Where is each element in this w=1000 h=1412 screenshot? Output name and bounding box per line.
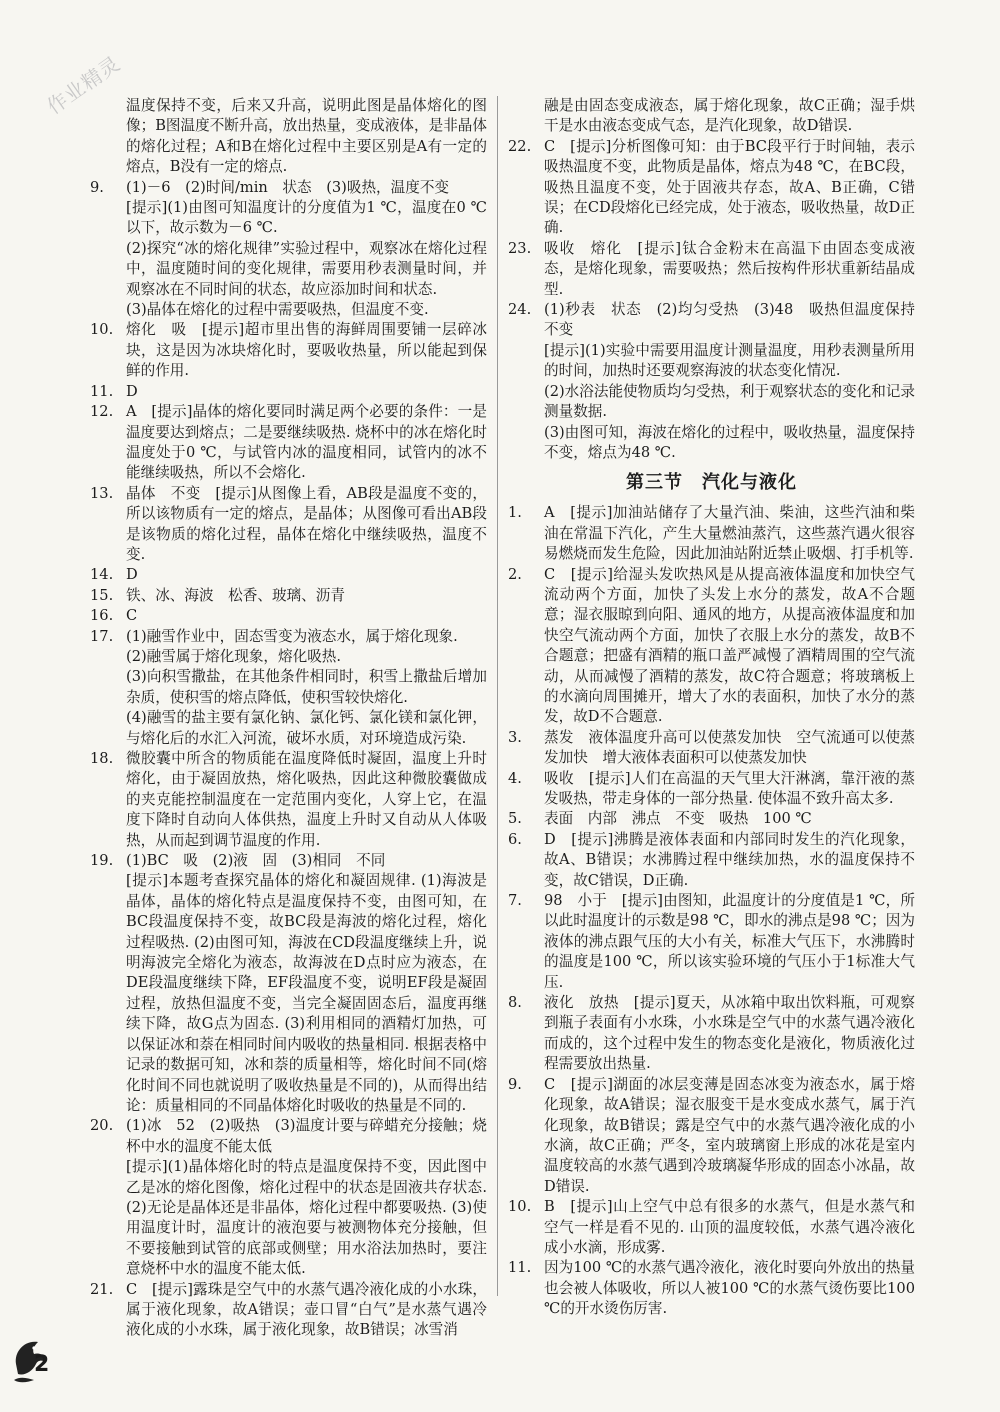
watermark: 作业精灵	[42, 51, 125, 119]
answer-entry	[508, 1197, 915, 1258]
right-column-bottom	[508, 503, 915, 1319]
answer-entry	[508, 1258, 915, 1319]
question-number: 9.	[508, 1075, 522, 1093]
answer-entry	[90, 627, 487, 647]
answer-entry	[90, 749, 487, 851]
answer-entry	[90, 484, 487, 566]
question-number: 16.	[90, 607, 114, 625]
answer-text: C [提示]湖面的冰层变薄是固态冰变为液态水，属于熔化现象，故A错误；湿衣服变干是水变成水蒸气，属于汽化现象，故B错误；露是空气中的水蒸气遇冷液化成的小水滴，故C正确；严冬，室内玻璃窗上形成的冰花是室内温度较高的水蒸气遇到冷玻璃凝华形成的固态小冰晶，故D错误.	[544, 1075, 915, 1195]
answer-text: [提示](1)晶体熔化时的特点是温度保持不变，因此图中乙是冰的熔化图像，熔化过程中的状态是固液共存状态. (2)无论是晶体还是非晶体，熔化过程中都要吸热. (3)使用温度计时，温度计的液泡要与被测物体充分接触，但不要接触到试管的底部或侧壁；用水浴法加热时，要注意烧杯中水的温度不能太低.	[126, 1158, 487, 1278]
answer-entry	[508, 809, 915, 829]
answer-entry	[90, 300, 487, 320]
answer-text: (2)水浴法能使物质均匀受热，利于观察状态的变化和记录测量数据.	[544, 382, 915, 421]
answer-entry	[90, 871, 487, 1116]
answer-text: 吸收 熔化 [提示]钛合金粉末在高温下由固态变成液态，是熔化现象，需要吸热；然后按构件形状重新结晶成型.	[544, 239, 915, 298]
question-number: 11.	[508, 1259, 532, 1277]
answer-text: (1)融雪作业中，固态雪变为液态水，属于熔化现象.	[126, 627, 458, 645]
question-number: 7.	[508, 892, 522, 910]
answer-entry	[90, 402, 487, 484]
answer-text: (3)由图可知，海波在熔化的过程中，吸收热量，温度保持不变，熔点为48 ℃.	[544, 423, 915, 461]
answer-text: 吸收 [提示]人们在高温的天气里大汗淋漓，靠汗液的蒸发吸热，带走身体的一部分热量. 使体温不致升高太多.	[544, 769, 915, 807]
answer-text: B [提示]山上空气中总有很多的水蒸气，但是水蒸气和空气一样是看不见的. 山顶的温度较低，水蒸气遇冷液化成小水滴，形成雾.	[544, 1198, 915, 1256]
question-number: 24.	[508, 301, 532, 319]
answer-entry	[90, 382, 487, 402]
question-number: 22.	[508, 137, 532, 155]
answer-entry	[90, 239, 487, 300]
answer-text: 融是由固态变成液态，属于熔化现象，故C正确；湿手烘干是水由液态变成气态，是汽化现象，故D错误.	[544, 97, 915, 135]
question-number: 9.	[90, 178, 104, 196]
answer-text: [提示](1)由图可知温度计的分度值为1 ℃，温度在0 ℃以下，故示数为－6 ℃.	[126, 199, 487, 237]
question-number: 14.	[90, 566, 114, 584]
question-number: 5.	[508, 810, 522, 828]
question-number: 17.	[90, 627, 114, 645]
answer-entry	[90, 1157, 487, 1279]
answer-text: (1)BC 吸 (2)液 固 (3)相同 不同	[126, 852, 386, 870]
question-number: 19.	[90, 852, 114, 870]
answer-entry	[508, 993, 915, 1075]
answer-entry	[508, 382, 915, 423]
answer-text: 晶体 不变 [提示]从图像上看，AB段是温度不变的，所以该物质有一定的熔点，是晶体；从图像可看出AB段是该物质的熔化过程，晶体在熔化中继续吸热，温度不变.	[126, 484, 487, 563]
left-column	[90, 96, 487, 1341]
answer-text: A [提示]加油站储存了大量汽油、柴油，这些汽油和柴油在常温下汽化，产生大量燃油蒸汽，这些蒸汽遇火很容易燃烧而发生危险，因此加油站附近禁止吸烟、打手机等.	[544, 504, 915, 563]
answer-text: [提示]本题考查探究晶体的熔化和凝固规律. (1)海波是晶体，晶体的熔化特点是温度保持不变，由图可知，在BC段温度保持不变，故BC段是海波的熔化过程，熔化过程吸热. (2)由图可知，海波在CD段温度继续上升，说明海波完全熔化为液态，故海波在D点时应为液态，在DE段温度继续下降，EF段温度不变，说明EF段是凝固过程，放热但温度不变，当完全凝固固态后，温度再继续下降，故G点为固态. (3)利用相同的酒精灯加热，可以保证冰和萘在相同时间内吸收的热量相同. 根据表格中记录的数据可知，冰和萘的质量相等，熔化时间不同(熔化时间不同也就说明了吸收热量是不同的)，从而得出结论：质量相同的不同晶体熔化时吸收的热量是不同的.	[126, 872, 487, 1114]
question-number: 10.	[90, 321, 114, 339]
answer-entry	[508, 341, 915, 382]
question-number: 8.	[508, 994, 522, 1012]
answer-text: 液化 放热 [提示]夏天，从冰箱中取出饮料瓶，可观察到瓶子表面有小水珠，小水珠是空气中的水蒸气遇冷液化而成的，这个过程中发生的物态变化是液化，物质液化过程需要放出热量.	[544, 994, 915, 1073]
answer-text: A [提示]晶体的熔化要同时满足两个必要的条件：一是温度要达到熔点；二是要继续吸热. 烧杯中的冰在熔化时温度处于0 ℃，与试管内冰的温度相同，试管内的冰不能继续吸热，所以不会熔化.	[126, 403, 487, 482]
answer-text: 铁、冰、海波 松香、玻璃、沥青	[126, 586, 345, 604]
answer-text: 蒸发 液体温度升高可以使蒸发加快 空气流通可以使蒸发加快 增大液体表面积可以使蒸发加快	[544, 728, 915, 767]
answer-entry	[508, 565, 915, 728]
question-number: 23.	[508, 239, 532, 257]
answer-entry	[508, 96, 915, 137]
answer-entry	[90, 851, 487, 871]
question-number: 6.	[508, 830, 522, 848]
right-column-top	[508, 96, 915, 463]
question-number: 10.	[508, 1198, 532, 1216]
answer-text: 温度保持不变，后来又升高，说明此图是晶体熔化的图像；B图温度不断升高，放出热量，变成液体，是非晶体的熔化过程；A和B在熔化过程中主要区别是A有一定的熔点，B没有一定的熔点.	[126, 97, 487, 176]
answer-entry	[508, 503, 915, 564]
answer-entry	[90, 565, 487, 585]
answer-entry	[90, 708, 487, 749]
answer-entry	[508, 423, 915, 464]
question-number: 1.	[508, 504, 522, 522]
answer-text: 熔化 吸 [提示]超市里出售的海鲜周围要铺一层碎冰块，这是因为冰块熔化时，要吸收热量，所以能起到保鲜的作用.	[126, 321, 487, 380]
answer-text: (4)融雪的盐主要有氯化钠、氯化钙、氯化镁和氯化钾，与熔化后的水汇入河流，破坏水质，对环境造成污染.	[126, 709, 487, 747]
question-number: 18.	[90, 750, 114, 767]
answer-entry	[90, 96, 487, 178]
answer-text: (1)秒表 状态 (2)均匀受热 (3)48 吸热但温度保持不变	[544, 301, 915, 339]
answer-entry	[508, 300, 915, 341]
answer-text: 98 小于 [提示]由图知，此温度计的分度值是1 ℃，所以此时温度计的示数是98 ℃，即水的沸点是98 ℃；因为液体的沸点跟气压的大小有关，标准大气压下，水沸腾时的温度是100 ℃，所以该实验环境的气压小于1标准大气压.	[544, 892, 915, 991]
answer-entry	[90, 667, 487, 708]
question-number: 4.	[508, 769, 522, 787]
question-number: 13.	[90, 484, 114, 502]
question-number: 20.	[90, 1117, 114, 1135]
answer-entry	[90, 178, 487, 198]
answer-entry	[508, 830, 915, 891]
question-number: 15.	[90, 586, 114, 604]
answer-entry	[508, 1075, 915, 1197]
answer-text: D [提示]沸腾是液体表面和内部同时发生的汽化现象，故A、B错误；水沸腾过程中继续加热，水的温度保持不变，故C错误，D正确.	[544, 830, 915, 889]
answer-entry	[508, 728, 915, 769]
answer-text: 表面 内部 沸点 不变 吸热 100 ℃	[544, 810, 812, 828]
answer-text: (3)向积雪撒盐，在其他条件相同时，积雪上撒盐后增加杂质，使积雪的熔点降低，使积雪较快熔化.	[126, 668, 487, 706]
answer-text: (1)－6 (2)时间/min 状态 (3)吸热，温度不变	[126, 178, 450, 196]
answer-text: 微胶囊中所含的物质能在温度降低时凝固，温度上升时熔化，由于凝固放热，熔化吸热，因此这种微胶囊做成的夹克能控制温度在一定范围内变化，人穿上它，在温度下降时自动向人体供热，温度上升时又自动从人体吸热，从而起到调节温度的作用.	[126, 750, 487, 849]
answer-text: D	[126, 382, 138, 400]
answer-entry	[508, 239, 915, 300]
answer-entry	[508, 137, 915, 239]
question-number: 11.	[90, 382, 114, 400]
answer-text: (2)融雪属于熔化现象，熔化吸热.	[126, 647, 342, 665]
answer-entry	[90, 606, 487, 626]
answer-entry	[90, 198, 487, 239]
answer-text: [提示](1)实验中需要用温度计测量温度，用秒表测量所用的时间，加热时还要观察海波的状态变化情况.	[544, 341, 915, 380]
answer-entry	[90, 320, 487, 381]
answer-text: C [提示]给湿头发吹热风是从提高液体温度和加快空气流动两个方面，加快了头发上水分的蒸发，故A不合题意；湿衣服晾到向阳、通风的地方，从提高液体温度和加快空气流动两个方面，加快了衣服上水分的蒸发，故B不合题意；把盛有酒精的瓶口盖严减慢了酒精周围的空气流动，从而减慢了酒精的蒸发，故C符合题意；将玻璃板上的水滴向周围摊开，增大了水的表面积，加快了水分的蒸发，故D不合题意.	[544, 565, 915, 726]
answer-text: C	[126, 607, 138, 625]
answer-entry	[508, 891, 915, 993]
question-number: 3.	[508, 728, 522, 746]
answer-text: (1)冰 52 (2)吸热 (3)温度计要与碎蜡充分接触；烧杯中水的温度不能太低	[126, 1117, 487, 1155]
answer-text: C [提示]露珠是空气中的水蒸气遇冷液化成的小水珠，属于液化现象，故A错误；壶口冒“白气”是水蒸气遇冷液化成的小水珠，属于液化现象，故B错误；冰雪消	[126, 1280, 487, 1339]
answer-entry	[90, 647, 487, 667]
answer-text: D	[126, 566, 138, 584]
answer-text: (3)晶体在熔化的过程中需要吸热，但温度不变.	[126, 301, 429, 319]
section-title: 第三节 汽化与液化	[626, 472, 797, 494]
answer-text: (2)探究“冰的熔化规律”实验过程中，观察冰在熔化过程中，温度随时间的变化规律，需要用秒表测量时间，并观察冰在不同时间的状态，故应添加时间和状态.	[126, 239, 487, 298]
answer-entry	[90, 1116, 487, 1157]
question-number: 2.	[508, 565, 522, 583]
answer-entry	[508, 769, 915, 810]
answer-text: C [提示]分析图像可知：由于BC段平行于时间轴，表示吸热温度不变，此物质是晶体，熔点为48 ℃，在BC段，吸热且温度不变，处于固液共存态，故A、B正确，C错误；在CD段熔化已经完成，处于液态，吸收热量，故D正确.	[544, 137, 915, 237]
column-divider	[497, 96, 498, 1296]
answer-text: 因为100 ℃的水蒸气遇冷液化，液化时要向外放出的热量也会被人体吸收，所以人被100 ℃的水蒸气烫伤要比100 ℃的开水烫伤厉害.	[544, 1259, 915, 1318]
answer-entry	[90, 1280, 487, 1341]
answer-entry	[90, 586, 487, 606]
question-number: 21.	[90, 1280, 114, 1298]
question-number: 12.	[90, 403, 114, 421]
right-column	[508, 96, 915, 1320]
page-number: 2	[34, 1352, 50, 1377]
